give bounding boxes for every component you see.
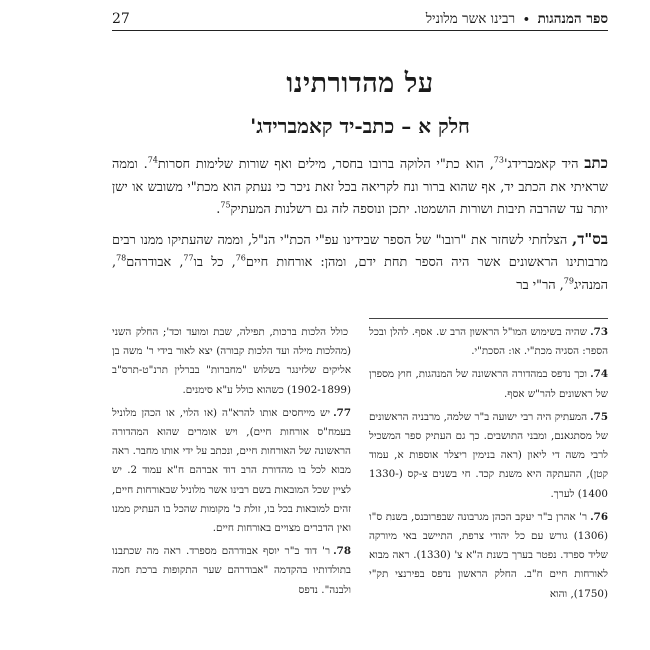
footnotes-column-left [112,318,351,650]
footnote-text: כולל הלכות ברכות, תפילה, שבת ומועד וכד'; החלק השני (מהלכות מילה ועד הלכות קבורה) יצא לאור בידי ר' משה בן אליקים שלזינגר בשלוש "מחברות" בברלין תרנ"ט-תרס"ב (1902-1899) כשהוא כולל ע"א סימנים. [112,326,351,396]
page-number: 27 [112,11,130,27]
footnote [369,365,608,403]
footnote-text: ר' דוד ב"ר יוסף אבודרהם מספרד. ראה מה שכתבנו בתולדותיו בהקדמה "אבודרהם שער התקופות ברכת חמה ולבנה". נדפס [112,545,351,596]
footnote-number: 76. [590,510,608,523]
footnote [112,542,351,600]
footnote-text: המעתיק היה רבי ישועה ב"ר שלמה, מרבניה הראשונים של מסתגאנם, ומבני התושבים. כך גם העתיק ספר המשכיל לרבי משה די ליאון (ראה בנימין ריצלר אוספות א, עמוד קטן), ההעתקה היא משנת קכד. חי בשנים צ-קס (1330-1400) לערך. [369,410,608,500]
footnote-ref[interactable]: 76 [235,253,246,263]
footnote-ref[interactable]: 77 [183,253,194,263]
footnote-ref[interactable]: 79 [563,276,574,286]
footnote-number: 77. [333,406,351,419]
paragraph-lead-word: כתב [584,154,608,172]
footnote-number: 78. [333,545,351,558]
running-header [112,8,608,31]
footnote [369,323,608,361]
paragraph-text: הצלחתי לשחזר את "רובו" של הספר שבידינו עפ"י הכת"י הנ"ל, וממה שהעתיקו ממנו רבים מרבותינו הראשונים אשר היה הספר תחת ידם, ומהן: אורחות חיים [112,232,608,270]
footnote-text: שהיה בשימוש המו"ל הראשון הרב ש. אסף. להלן ובכל הספר: הסגיה מכת"י. או: הסכת"י. [369,326,608,358]
footnote-number: 75. [590,410,608,423]
footnote [112,404,351,538]
paragraph-text: . [216,202,221,217]
footnote-number: 74. [590,368,608,381]
footnote [369,508,608,604]
footnotes-area [112,318,608,650]
paragraph-text: , הוא כת"י הלוקה ברובו בחסר, מילים ואף שורות שלימות חסרות [157,157,494,172]
footnote [369,408,608,504]
footnote [112,323,351,400]
footnote-text: וכך נדפס במהדורה הראשונה של המנהגות, חוץ מספרן של ראשונים להר"ש אסף. [369,368,608,400]
footnotes-column-right [369,318,608,650]
section-title: חלק א – כתב-יד קאמברידג' [250,114,470,138]
paragraph-text: , אבודרהם [126,255,184,270]
paragraph-text: , הר"י בר [516,277,564,293]
footnote-text: ר' אהרן ב"ר יעקב הכהן מגרבונה שבפרובנס, בשנת ס"ו (1306) גורש עם כל יהודי צרפת, התיישב באי מיורקה שליד ספרד. נפטר בערך בשנת ה"א צ' (1330). ראה מבוא לאורחות חיים ח"ב. החלק הראשון נדפס בפירנצי תק"י (1750), והוא [369,510,608,600]
paragraph-text: . וממה שראיתי את הכתב יד, אף שהוא ברור ונח לקריאה בכל זאת ניכר כי נעתק הוא מכת"י משובש או ישן יותר עד שהרבה תיבות ושורות הושמטו. יתכן ונוספה לזה גם רשלנות המעתיק [112,157,608,217]
paragraph-lead-word: בס"ד, [571,229,608,248]
book-title: ספר המנהגות [537,11,608,27]
paragraph-text: , כל בו [193,255,236,270]
paragraph-text: היד קאמברידג' [503,157,585,172]
footnote-text: יש מייחסים אותו להרא"ה (או הלוי, או הכהן מלוניל בעמח"ס אורחות חיים), ויש אומרים שהוא המהדורה הראשונה של האורחות חיים, ונכתב על ידי אותו מחבר. ראה מבוא לכל בו מהדורת הרב דוד אברהם ח"א עמוד 2. יש לציין שכל המובאות בשם רבינו אשר מלוניל שבאורחות חיים, זהים למובאות בכל בו, זולת כ' מקומות שהכל בו העתיק ממנו ואין הדברים מצויים באורחות חיים. [112,406,351,535]
chapter-title: על מהדורתינו [286,68,434,99]
paragraph-1 [112,152,608,222]
paragraph-text: , המנהיג [112,255,608,293]
footnote-ref[interactable]: 73 [493,155,504,165]
footnote-ref[interactable]: 75 [220,200,231,210]
paragraph-2 [112,228,608,298]
footnote-number: 73. [590,326,608,338]
bullet-separator: • [522,13,530,26]
footnote-ref[interactable]: 78 [116,253,127,263]
running-title [426,11,608,27]
footnote-ref[interactable]: 74 [147,155,158,165]
body-text [112,152,608,297]
author-name: רבינו אשר מלוניל [425,11,516,27]
